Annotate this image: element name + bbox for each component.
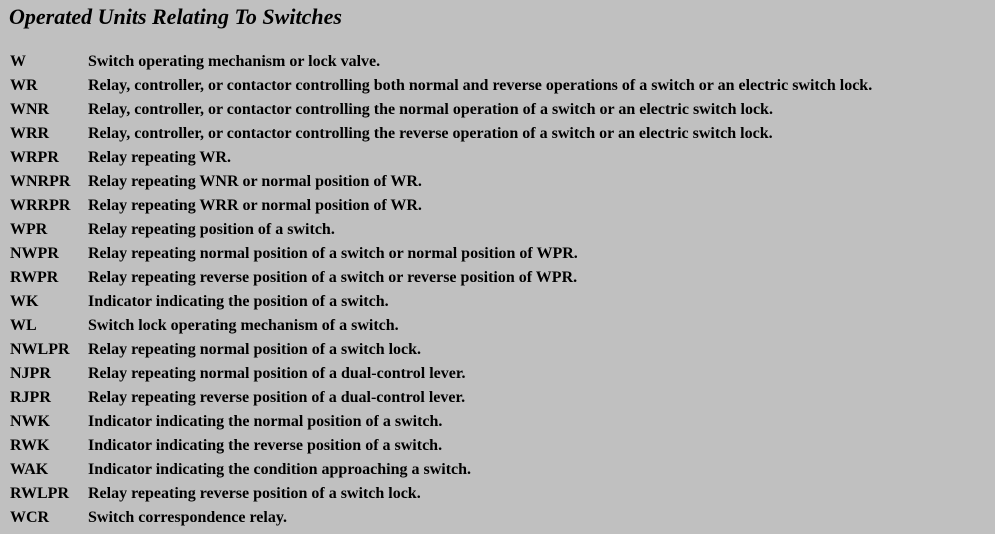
unit-description: Relay, controller, or contactor controlling the reverse operation of a switch or an electric switch lock. [88, 125, 773, 142]
unit-description: Relay repeating reverse position of a switch or reverse position of WPR. [88, 269, 578, 286]
table-row [10, 290, 872, 314]
table-row [10, 194, 872, 218]
unit-code: W [10, 53, 26, 70]
units-table [10, 50, 872, 530]
unit-description: Relay repeating reverse position of a switch lock. [88, 485, 421, 502]
table-row [10, 434, 872, 458]
unit-description: Relay, controller, or contactor controlling the normal operation of a switch or an electric switch lock. [88, 101, 773, 118]
unit-description: Switch lock operating mechanism of a switch. [88, 317, 399, 334]
table-row [10, 146, 872, 170]
table-row [10, 50, 872, 74]
unit-code: NWLPR [10, 341, 70, 358]
table-row [10, 266, 872, 290]
unit-code: RWLPR [10, 485, 69, 502]
table-row [10, 338, 872, 362]
unit-code: RWPR [10, 269, 59, 286]
units-table-body [10, 50, 872, 530]
table-row [10, 362, 872, 386]
unit-description: Switch correspondence relay. [88, 509, 287, 526]
table-row [10, 506, 872, 530]
table-row [10, 122, 872, 146]
unit-code: NWPR [10, 245, 59, 262]
unit-description: Relay, controller, or contactor controlling both normal and reverse operations of a switch or an electric switch lock. [88, 77, 873, 94]
unit-description: Switch operating mechanism or lock valve. [88, 53, 381, 70]
table-row [10, 482, 872, 506]
page-title: Operated Units Relating To Switches [9, 4, 342, 29]
unit-description: Relay repeating WRR or normal position of WR. [88, 197, 422, 214]
unit-code: NWK [10, 413, 50, 430]
unit-description: Indicator indicating the condition approaching a switch. [88, 461, 472, 478]
unit-code: WCR [10, 509, 50, 526]
unit-code: WRRPR [10, 197, 71, 214]
unit-code: WNR [10, 101, 50, 118]
unit-description: Relay repeating reverse position of a dual-control lever. [88, 389, 466, 406]
unit-description: Relay repeating WNR or normal position of WR. [88, 173, 422, 190]
unit-code: WNRPR [10, 173, 71, 190]
unit-description: Relay repeating WR. [88, 149, 231, 166]
unit-code: WR [10, 77, 38, 94]
unit-description: Indicator indicating the position of a switch. [88, 293, 389, 310]
unit-code: WK [10, 293, 39, 310]
unit-description: Relay repeating position of a switch. [88, 221, 335, 238]
unit-code: RJPR [10, 389, 51, 406]
table-row [10, 458, 872, 482]
table-row [10, 170, 872, 194]
unit-code: WRR [10, 125, 50, 142]
table-row [10, 410, 872, 434]
unit-description: Relay repeating normal position of a switch or normal position of WPR. [88, 245, 578, 262]
unit-description: Indicator indicating the normal position of a switch. [88, 413, 443, 430]
unit-description: Indicator indicating the reverse position of a switch. [88, 437, 443, 454]
unit-description: Relay repeating normal position of a dual-control lever. [88, 365, 466, 382]
table-row [10, 98, 872, 122]
unit-code: NJPR [10, 365, 51, 382]
unit-code: WL [10, 317, 37, 334]
unit-code: WAK [10, 461, 49, 478]
unit-code: WPR [10, 221, 48, 238]
table-row [10, 242, 872, 266]
table-row [10, 386, 872, 410]
unit-code: RWK [10, 437, 50, 454]
table-row [10, 74, 872, 98]
table-row [10, 218, 872, 242]
unit-description: Relay repeating normal position of a switch lock. [88, 341, 422, 358]
table-row [10, 314, 872, 338]
unit-code: WRPR [10, 149, 59, 166]
